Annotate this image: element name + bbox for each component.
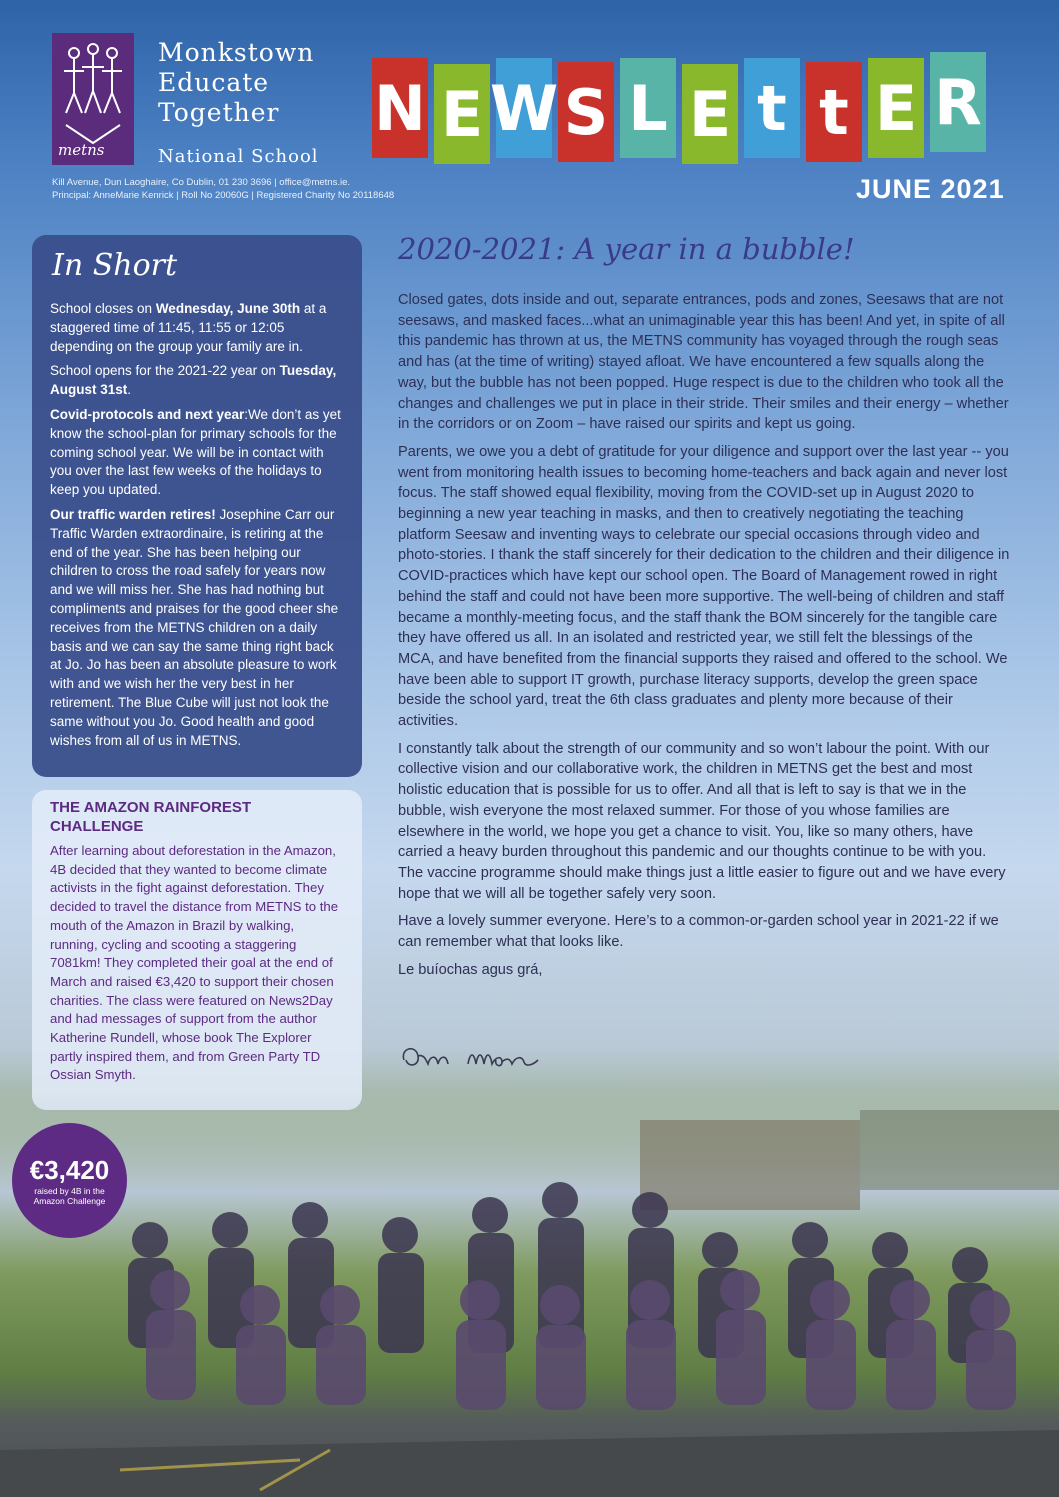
article-paragraph: Parents, we owe you a debt of gratitude for your diligence and support over the last year -- you went from monitoring health issues to becoming home-teachers and back again and never lost focus. The staff showed equal flexibility, moving from the COVID-set up in August 2020 to beginning a new year teaching in masks, and then to creatively negotiating the teaching platform Seesaw and inventing ways to celebrate our special occasions through video and photo-stories. I thank the staff sincerely for their dedication to the children and their diligence in COVID-practices which have kept our school open. The Board of Management rowed in right behind the staff and could not have been more supportive. The well-being of children and staff became a monthly-meeting focus, and the staff thank the BOM sincerely for the tangible care they have offered us all. In an isolated and restricted year, we still felt the blessings of the MCA, and have benefited from the financial supports they raised and offered to the school. We have been able to support IT growth, purchase literacy supports, develop the green space beside the school yard, treat the 6th class graduates and plenty more because of their activities. bbox=[398, 443, 1010, 730]
masthead-letter: L bbox=[620, 58, 676, 158]
opening-date: Tuesday, August 31st bbox=[50, 363, 337, 398]
masthead-letter: E bbox=[682, 64, 738, 164]
edition-date: JUNE 2021 bbox=[856, 174, 1005, 204]
address-line-1: Kill Avenue, Dun Laoghaire, Co Dublin, 01 230 3696 | office@metns.ie. bbox=[52, 177, 351, 188]
amount-caption: raised by 4B in the Amazon Challenge bbox=[33, 1185, 106, 1206]
school-address bbox=[52, 176, 394, 202]
in-short-title: In Short bbox=[52, 248, 178, 283]
text: Josephine Carr our Traffic Warden extraordinaire, is retiring at the end of the year. She has been helping our children to cross the road safely for years now and we will miss her. She has had nothing but compliments and praises for the good cheer she receives from the METNS children on a daily basis and we can say the same thing right back at Jo. Jo has been an absolute pleasure to work with and we wish her the very best in her retirement. The Blue Cube will just not look the same without you Jo. Good health and good wishes from all of us in METNS. bbox=[50, 506, 339, 748]
item-heading: Covid-protocols and next year bbox=[50, 406, 245, 422]
masthead-letter: t bbox=[744, 58, 800, 158]
text: . bbox=[127, 382, 132, 398]
address-line-2: Principal: AnneMarie Kenrick | Roll No 20060G | Registered Charity No 20118648 bbox=[52, 190, 395, 201]
closing-date: Wednesday, June 30th bbox=[155, 301, 301, 316]
masthead-letter: S bbox=[558, 62, 614, 162]
logo-text: metns bbox=[58, 141, 105, 159]
masthead-letter: R bbox=[930, 52, 986, 152]
item-heading: Our traffic warden retires! bbox=[50, 506, 216, 522]
in-short-item-opening bbox=[50, 362, 348, 400]
school-name bbox=[158, 38, 314, 128]
article-paragraph: Le buíochas agus grá, bbox=[398, 961, 543, 978]
article-body bbox=[398, 290, 1010, 988]
school-name-line-3: Together bbox=[158, 98, 280, 127]
newsletter-masthead bbox=[372, 58, 1012, 168]
masthead-letter: t bbox=[806, 62, 862, 162]
amazon-challenge-body: After learning about deforestation in the Amazon, 4B decided that they wanted to become climate activists in the fight against deforestation. They decided to travel the distance from METNS to the mouth of the Amazon in Brazil by walking, running, cycling and scooting a staggering 7081km! They completed their goal at the end of March and raised €3,420 to support their chosen charities. The class were featured on News2Day and had messages of support from the author Katherine Rundell, whose book The Explorer partly inspired them, and from Green Party TD Ossian Smyth. bbox=[50, 843, 339, 1083]
in-short-item-closing bbox=[50, 300, 348, 356]
masthead-letter: N bbox=[372, 58, 428, 158]
in-short-item-warden bbox=[50, 506, 348, 750]
article-title: 2020-2021: A year in a bubble! bbox=[398, 232, 855, 266]
amount-value: €3,420 bbox=[29, 1154, 110, 1185]
article-paragraph: I constantly talk about the strength of our community and so won’t labour the point. With our collective vision and our collaborative work, the children in METNS get the best and most holistic education that is possible for us to offer. And all that is left to say is that we in the bubble, wish everyone the most relaxed summer. For those of you whose families are elsewhere in the world, we hope you get a chance to visit. You, like so many others, have carried a heavy burden throughout this pandemic and our thoughts continue to be with you. The vaccine programme should make things just a little easier to figure out and we have every hope that we will all be together safely very soon. bbox=[398, 740, 1006, 902]
school-name-line-2: Educate bbox=[158, 68, 270, 97]
text: School closes on bbox=[50, 301, 156, 316]
school-name-line-1: Monkstown bbox=[158, 38, 315, 67]
article-paragraph: Have a lovely summer everyone. Here’s to a common-or-garden school year in 2021-22 if we can remember what that looks like. bbox=[398, 913, 999, 951]
text: School opens for the 2021-22 year on bbox=[50, 363, 280, 379]
masthead-letter: W bbox=[496, 58, 552, 158]
amazon-challenge-title: THE AMAZON RAINFOREST CHALLENGE bbox=[50, 799, 252, 835]
handwritten-signature bbox=[398, 1030, 568, 1080]
school-logo bbox=[52, 33, 134, 165]
group-photo bbox=[0, 1090, 1059, 1497]
article-paragraph: Closed gates, dots inside and out, separate entrances, pods and zones, Seesaws that are not seesaws, and masked faces...what an unimaginable year this has been! And yet, in spite of all this pandemic has thrown at us, the METNS community has voyaged through the rough seas and has (at the time of writing) stayed afloat. We have encountered a few squalls along the way, but the bubble has not been popped. Huge respect is due to the children who took all the changes and challenges we put in place in their stride. Their smiles and their energy – whether in the corridors or on Zoom – have raised our spirits and kept us going. bbox=[398, 292, 1009, 433]
amount-raised-badge bbox=[12, 1123, 127, 1238]
school-subname: National School bbox=[158, 146, 319, 167]
in-short-item-covid bbox=[50, 406, 348, 500]
in-short-body bbox=[50, 300, 348, 756]
masthead-letter: E bbox=[434, 64, 490, 164]
masthead-letter: E bbox=[868, 58, 924, 158]
text: :We don’t as yet know the school-plan for primary schools for the coming school year. We will be in contact with you over the last few weeks of the holidays to keep you updated. bbox=[50, 406, 341, 498]
text: at a staggered time of 11:45, 11:55 or 12:05 depending on the group your family are in. bbox=[50, 301, 327, 354]
